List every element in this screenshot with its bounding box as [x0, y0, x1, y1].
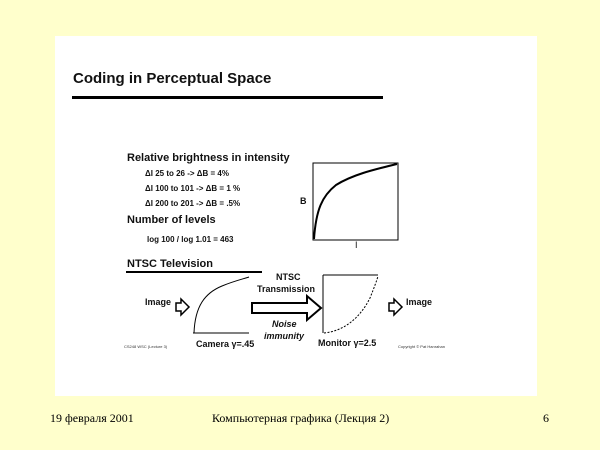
slide-title: Coding in Perceptual Space	[73, 70, 272, 87]
transmission-label-2: Transmission	[257, 284, 316, 294]
transmission-arrow-icon	[252, 296, 321, 320]
arrow-input-icon	[176, 299, 189, 315]
brightness-line-2: ΔI 100 to 101 -> ΔB = 1 %	[145, 184, 241, 193]
brightness-line-1: ΔI 25 to 26 -> ΔB = 4%	[145, 169, 229, 178]
camera-label: Camera γ=.45	[196, 339, 255, 349]
transmission-label-1: NTSC	[276, 272, 301, 282]
brightness-graph-frame	[313, 163, 398, 240]
graph-b-axis-label: B	[300, 196, 307, 206]
credit-left: CS248 WSC (Lecture 3)	[124, 344, 168, 349]
image-in-label: Image	[145, 297, 172, 307]
footer-page-number: 6	[543, 411, 549, 425]
arrow-output-icon	[389, 299, 402, 315]
monitor-label: Monitor γ=2.5	[318, 338, 377, 348]
graph-i-axis-label: I	[355, 240, 358, 250]
monitor-gamma-curve	[324, 276, 378, 333]
brightness-curve	[314, 164, 397, 239]
image-out-label: Image	[406, 297, 433, 307]
footer-course: Компьютерная графика (Лекция 2)	[212, 411, 390, 425]
noise-label-1: Noise	[272, 319, 297, 329]
noise-label-2: immunity	[264, 331, 305, 341]
brightness-heading: Relative brightness in intensity	[127, 152, 290, 164]
levels-formula: log 100 / log 1.01 = 463	[147, 235, 234, 244]
footer-date: 19 февраля 2001	[50, 411, 134, 425]
brightness-line-3: ΔI 200 to 201 -> ΔB = .5%	[145, 199, 241, 208]
credit-right: Copyright © Pat Hanrahan	[398, 344, 445, 349]
camera-gamma-curve	[194, 277, 249, 333]
ntsc-heading: NTSC Television	[127, 258, 213, 270]
levels-heading: Number of levels	[127, 214, 216, 226]
